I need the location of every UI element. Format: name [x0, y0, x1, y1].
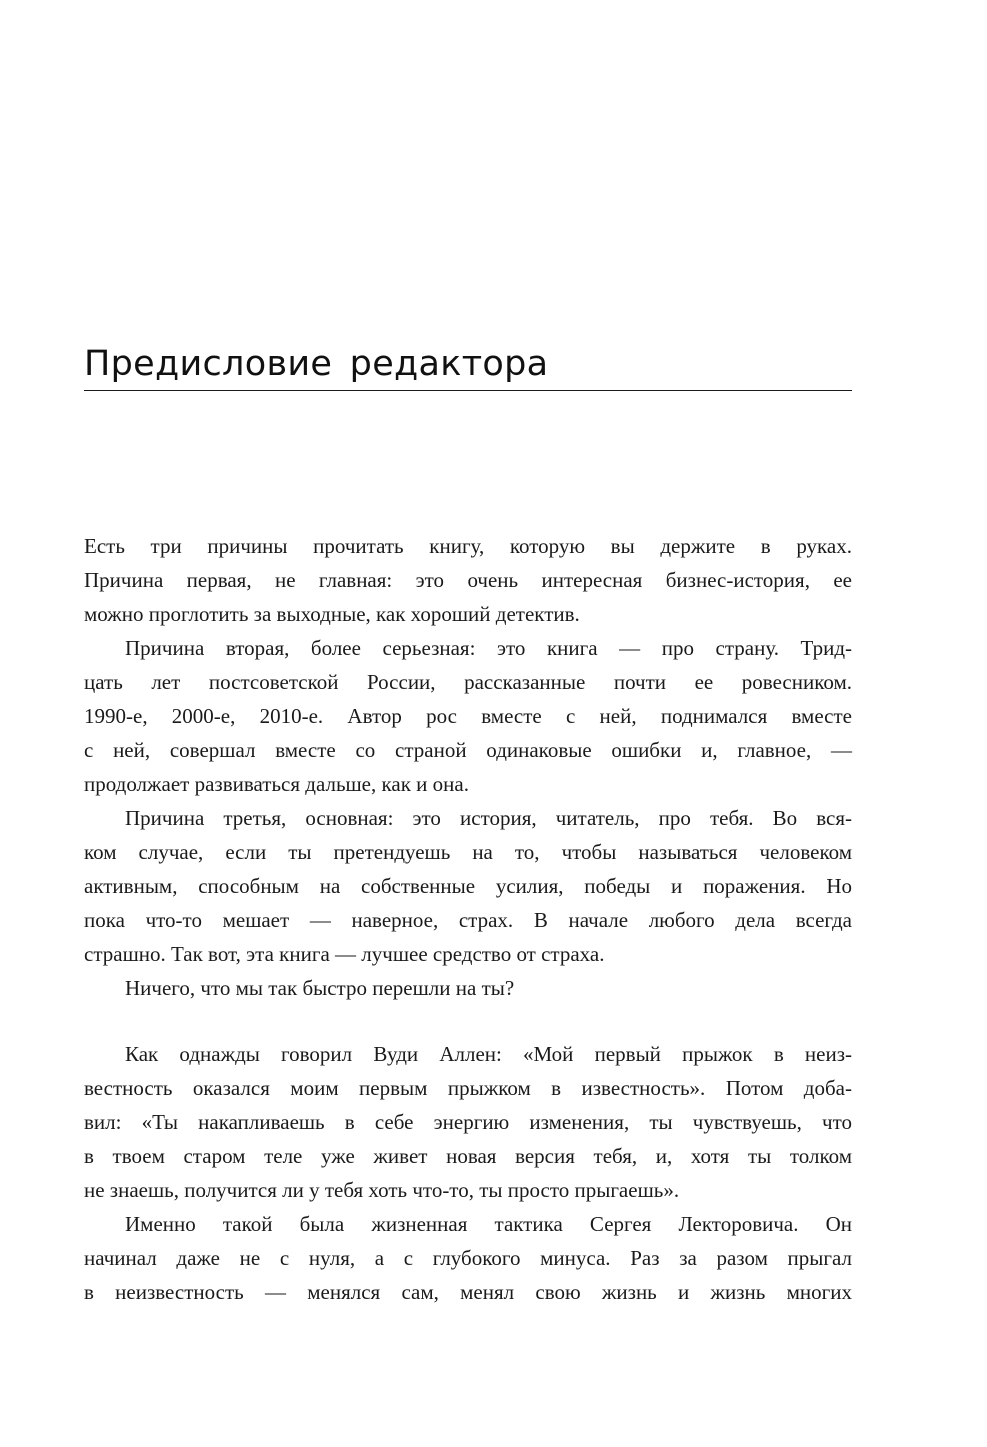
- text-line: пока что-то мешает — наверное, страх. В начале любого дела всегда: [84, 908, 852, 932]
- body-text-block-2: [84, 1037, 852, 1309]
- text-line: можно проглотить за выходные, как хороший детектив.: [84, 602, 580, 626]
- text-line: активным, способным на собственные усилия, победы и поражения. Но: [84, 874, 852, 898]
- text-line: Причина третья, основная: это история, читатель, про тебя. Во вся-: [125, 806, 852, 830]
- text-line: Как однажды говорил Вуди Аллен: «Мой первый прыжок в неиз-: [125, 1042, 852, 1066]
- text-line: вил: «Ты накапливаешь в себе энергию изменения, ты чувствуешь, что: [84, 1110, 852, 1134]
- text-line: Ничего, что мы так быстро перешли на ты?: [125, 976, 515, 1000]
- text-line: с ней, совершал вместе со страной одинаковые ошибки и, главное, —: [84, 738, 852, 762]
- text-line: вестность оказался моим первым прыжком в известность». Потом доба-: [84, 1076, 852, 1100]
- text-line: Причина первая, не главная: это очень интересная бизнес-история, ее: [84, 568, 852, 592]
- text-line: страшно. Так вот, эта книга — лучшее средство от страха.: [84, 942, 605, 966]
- text-line: Именно такой была жизненная тактика Сергея Лекторовича. Он: [125, 1212, 852, 1236]
- text-line: Причина вторая, более серьезная: это книга — про страну. Трид-: [125, 636, 852, 660]
- text-line: не знаешь, получится ли у тебя хоть что-то, ты просто прыгаешь».: [84, 1178, 680, 1202]
- text-line: в неизвестность — менялся сам, менял свою жизнь и жизнь многих: [84, 1280, 852, 1304]
- text-line: начинал даже не с нуля, а с глубокого минуса. Раз за разом прыгал: [84, 1246, 852, 1270]
- body-text-block-1: [84, 529, 852, 1005]
- chapter-heading: Предисловие редактора: [84, 342, 852, 391]
- text-line: продолжает развиваться дальше, как и она.: [84, 772, 469, 796]
- text-line: 1990-е, 2000-е, 2010-е. Автор рос вместе с ней, поднимался вместе: [84, 704, 852, 728]
- text-line: цать лет постсоветской России, рассказанные почти ее ровесником.: [84, 670, 852, 694]
- text-line: в твоем старом теле уже живет новая версия тебя, и, хотя ты толком: [84, 1144, 852, 1168]
- text-line: ком случае, если ты претендуешь на то, чтобы называться человеком: [84, 840, 852, 864]
- text-line: Есть три причины прочитать книгу, которую вы держите в руках.: [84, 534, 852, 558]
